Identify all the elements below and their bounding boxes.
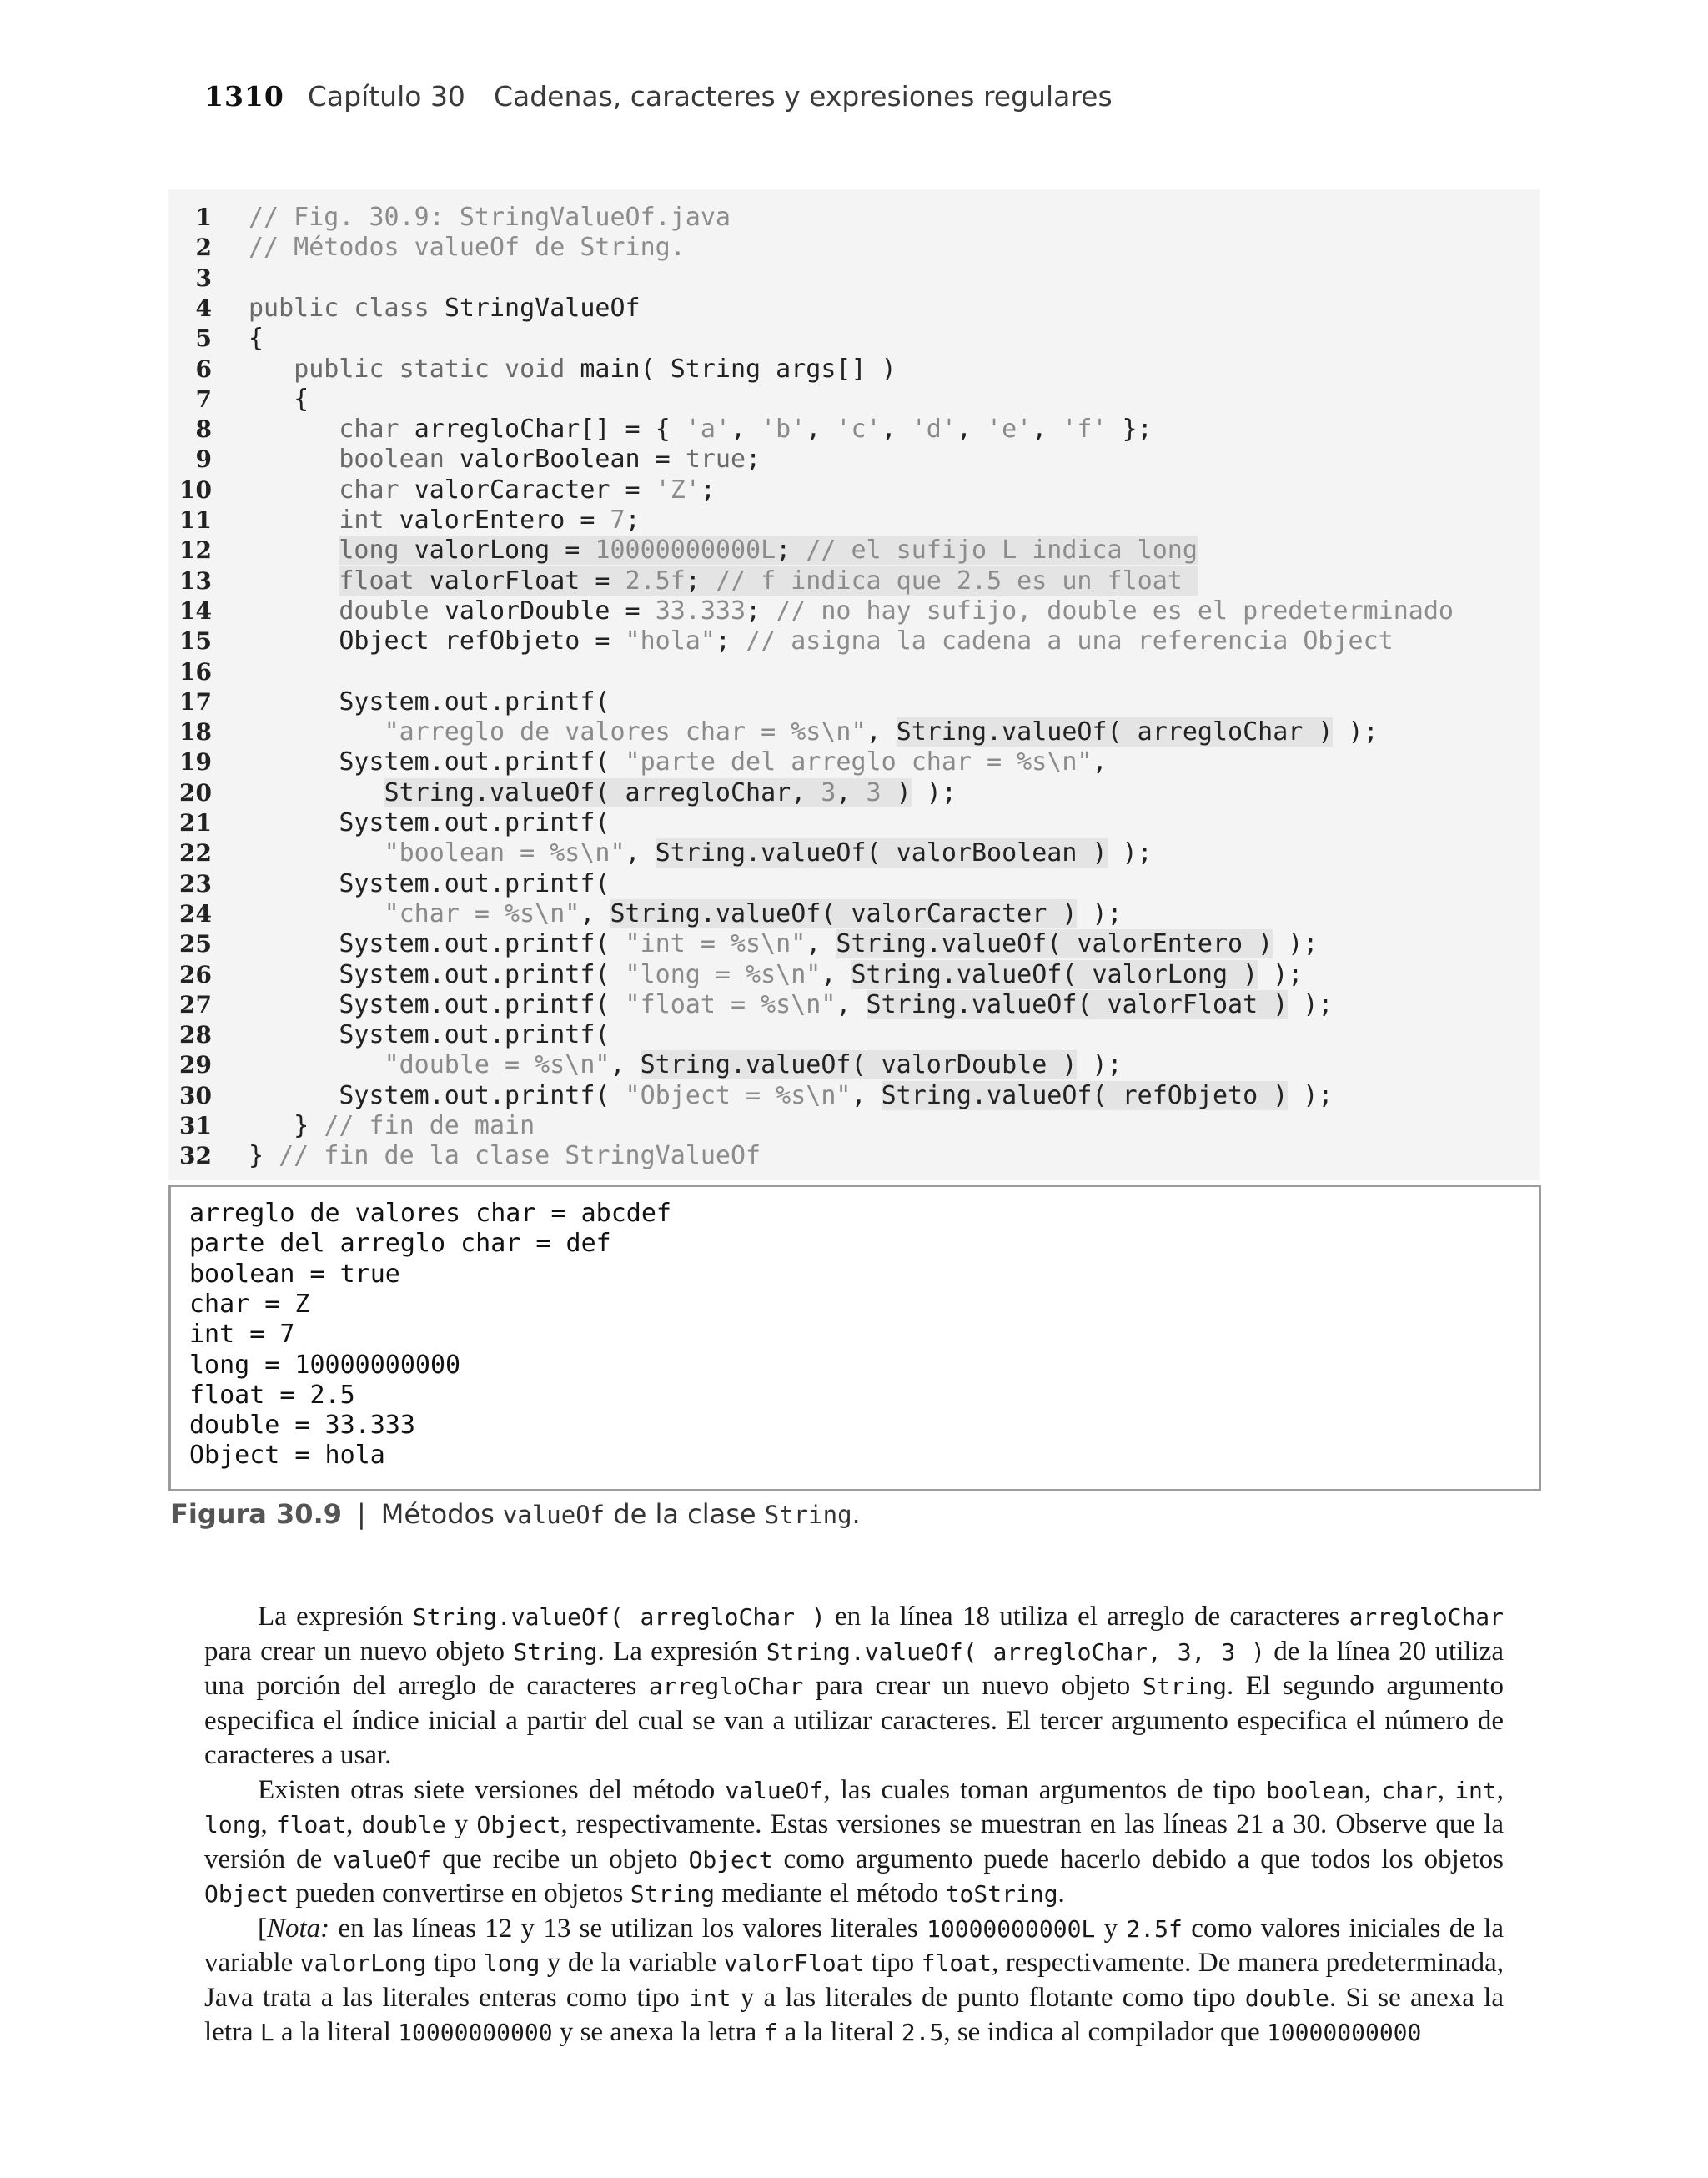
line-number: 11	[179, 506, 212, 534]
code-text: Object refObjeto = "hola"; // asigna la cadena a una referencia Object	[249, 626, 1394, 656]
code-text: } // fin de main	[249, 1111, 535, 1140]
program-output	[168, 1185, 1541, 1491]
code-text: char valorCaracter = 'Z';	[339, 475, 716, 505]
line-number: 27	[179, 990, 212, 1019]
caption-text: de la clase	[605, 1498, 765, 1530]
code-text: } // fin de la clase StringValueOf	[249, 1141, 761, 1171]
output-line: float = 2.5	[189, 1380, 355, 1410]
paragraph: La expresión String.valueOf( arregloChar ) en la línea 18 utiliza el arreglo de caracteres arregloChar para crear un nuevo objeto String. La expresión String.valueOf( arregloChar, 3, 3 ) de la línea 20 utiliza una porción del arreglo de caracteres arregloChar para crear un nuevo objeto String. El segundo argumento especifica el índice inicial a partir del cual se van a utilizar caracteres. El tercer argumento especifica el número de caracteres a usar.	[204, 1602, 1505, 1770]
code-text: // Métodos valueOf de String.	[249, 233, 686, 263]
line-number: 6	[195, 355, 212, 383]
chapter-title: Cadenas, caracteres y expresiones regulares	[493, 80, 1113, 113]
output-line: long = 10000000000	[189, 1350, 461, 1380]
line-number: 19	[179, 748, 212, 777]
code-text: char arregloChar[] = { 'a', 'b', 'c', 'd', 'e', 'f' };	[339, 415, 1153, 445]
paragraph: Existen otras siete versiones del método valueOf, las cuales toman argumentos de tipo boolean, char, int, long, float, double y Object, respectivamente. Estas versiones se muestran en las líneas 21 a 30. Observe que la versión de valueOf que recibe un objeto Object como argumento puede hacerlo debido a que todos los objetos Object pueden convertirse en objetos String mediante el método toString.	[204, 1774, 1505, 1909]
line-number: 15	[179, 627, 212, 656]
code-text: {	[249, 324, 264, 354]
figure-label: Figura 30.9	[170, 1498, 342, 1530]
code-text: System.out.printf( "long = %s\n", String.valueOf( valorLong ) );	[249, 959, 1304, 989]
output-line: double = 33.333	[189, 1411, 415, 1441]
code-listing	[168, 189, 1540, 1180]
code-text: "char = %s\n", String.valueOf( valorCaracter ) );	[384, 898, 1123, 928]
chapter-label: Capítulo 30	[307, 80, 465, 113]
line-number: 32	[179, 1142, 212, 1170]
line-number: 23	[179, 869, 212, 898]
code-text: System.out.printf(	[249, 1020, 610, 1050]
line-number: 20	[179, 778, 212, 807]
code-text: System.out.printf( "int = %s\n", String.valueOf( valorEntero ) );	[249, 929, 1319, 959]
line-number: 9	[195, 445, 212, 474]
line-number: 1	[195, 204, 212, 231]
code-text: "double = %s\n", String.valueOf( valorDouble ) );	[384, 1050, 1123, 1080]
line-number: 28	[179, 1021, 212, 1049]
code-text: System.out.printf( "Object = %s\n", String.valueOf( refObjeto ) );	[249, 1080, 1334, 1110]
code-text: System.out.printf( "parte del arreglo char = %s\n",	[249, 747, 1108, 777]
caption-text: Métodos	[380, 1498, 503, 1530]
code-text: {	[249, 384, 309, 414]
code-text: String.valueOf( arregloChar, 3, 3 ) );	[384, 777, 957, 807]
line-number: 25	[179, 930, 212, 958]
code-text: "arreglo de valores char = %s\n", String.valueOf( arregloChar ) );	[384, 717, 1379, 747]
caption-text: .	[851, 1498, 861, 1530]
line-number: 31	[179, 1112, 212, 1139]
code-text: public class StringValueOf	[249, 293, 640, 323]
paragraph: [Nota: en las líneas 12 y 13 se utilizan los valores literales 10000000000L y 2.5f como valores iniciales de la variable valorLong tipo long y de la variable valorFloat tipo float, respectivamente. De manera predeterminada, Java trata a las literales enteras como tipo int y a las literales de punto flotante como tipo double. Si se anexa la letra L a la literal 10000000000 y se anexa la letra f a la literal 2.5, se indica al compilador que 10000000000	[204, 1913, 1504, 2047]
output-line: int = 7	[189, 1320, 295, 1350]
figure-caption	[170, 1498, 861, 1530]
output-line: Object = hola	[189, 1441, 385, 1471]
line-number: 17	[179, 687, 212, 716]
line-number: 8	[195, 415, 212, 444]
page-header	[204, 80, 1113, 113]
caption-separator: |	[356, 1498, 366, 1530]
line-number: 24	[179, 899, 212, 928]
output-line: boolean = true	[189, 1259, 400, 1289]
code-text: boolean valorBoolean = true;	[339, 445, 761, 475]
line-number: 26	[179, 960, 212, 988]
line-number: 13	[179, 566, 212, 595]
line-number: 3	[195, 264, 212, 292]
line-number: 5	[195, 324, 212, 353]
line-number: 29	[179, 1051, 212, 1079]
line-number: 12	[179, 536, 212, 565]
output-line: parte del arreglo char = def	[189, 1229, 611, 1259]
code-text: int valorEntero = 7;	[339, 506, 640, 535]
code-text: double valorDouble = 33.333; // no hay sufijo, double es el predeterminado	[339, 596, 1454, 626]
line-number: 16	[179, 657, 212, 686]
caption-code: valueOf	[502, 1501, 605, 1529]
code-text: public static void main( String args[] )	[294, 354, 897, 384]
line-number: 14	[179, 596, 212, 625]
output-line: arreglo de valores char = abcdef	[189, 1199, 671, 1228]
code-text: float valorFloat = 2.5f; // f indica que 2.5 es un float	[339, 566, 1198, 596]
line-number: 22	[179, 839, 212, 868]
body-text	[204, 1600, 1504, 2050]
code-text: // Fig. 30.9: StringValueOf.java	[249, 203, 731, 232]
code-text: System.out.printf(	[249, 687, 610, 717]
line-number: 7	[195, 385, 212, 413]
output-line: char = Z	[189, 1289, 310, 1319]
line-number: 30	[179, 1081, 212, 1109]
line-number: 18	[179, 718, 212, 747]
code-text: "boolean = %s\n", String.valueOf( valorBoolean ) );	[384, 838, 1153, 868]
code-text: long valorLong = 10000000000L; // el sufijo L indica long	[339, 536, 1198, 566]
page-number: 1310	[204, 80, 284, 113]
code-text: System.out.printf(	[249, 808, 610, 837]
line-number: 10	[179, 475, 212, 504]
caption-code: String	[764, 1501, 852, 1529]
line-number: 21	[179, 809, 212, 837]
line-number: 4	[195, 294, 212, 322]
code-text: System.out.printf( "float = %s\n", String.valueOf( valorFloat ) );	[249, 989, 1334, 1019]
line-number: 2	[195, 234, 212, 262]
code-text: System.out.printf(	[249, 868, 610, 898]
